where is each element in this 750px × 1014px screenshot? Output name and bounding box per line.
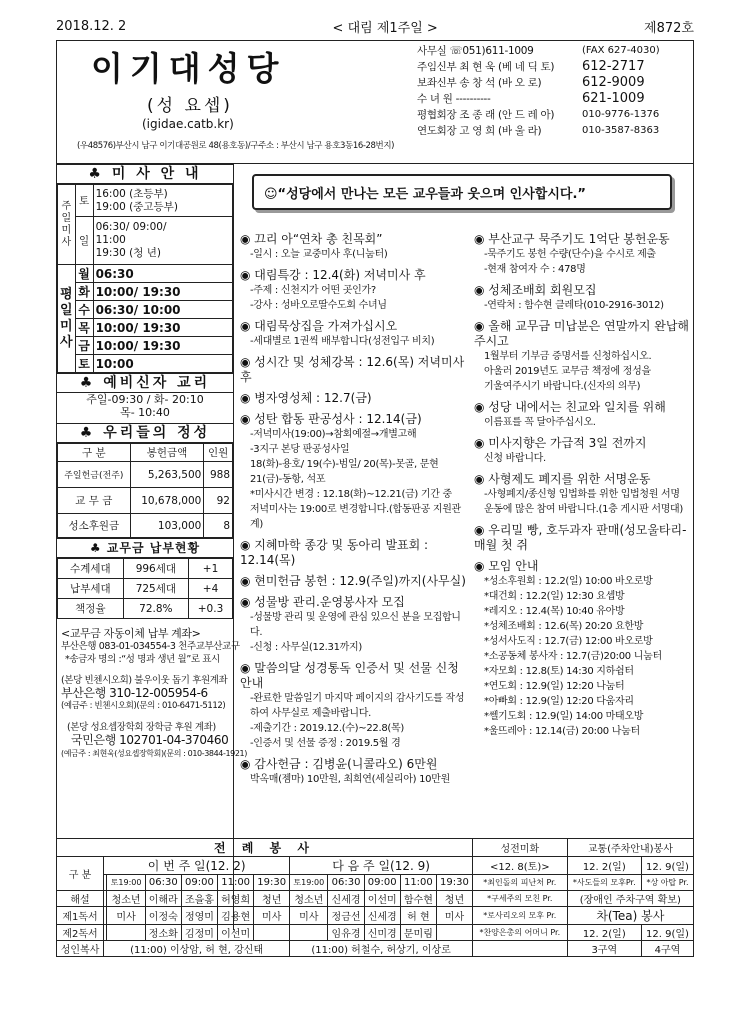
issue-number: 제872호 bbox=[644, 20, 694, 36]
notice-line: 박옥매(젬마) 10만원, 최희연(세실리아) 10만원 bbox=[250, 774, 450, 785]
bulletin-page bbox=[56, 14, 694, 956]
notice-line: 1월부터 기부금 증명서를 신청하십시오. bbox=[484, 351, 652, 362]
notice-line: -강사 : 성바오로딸수도회 수녀님 bbox=[250, 300, 387, 311]
notice-line: *울뜨레아 : 12.14(금) 20:00 나눔터 bbox=[484, 726, 640, 737]
notice-line: *쎌기도회 : 12.9(일) 14:00 마태오방 bbox=[484, 711, 644, 722]
notice-line: -3지구 본당 판공성사일 bbox=[250, 444, 350, 455]
notice-heading: ◉ 대림묵상집을 가져가십시오 bbox=[240, 319, 398, 333]
dues-title: ♣ 교무금 납부현황 bbox=[57, 538, 233, 558]
notice-item bbox=[240, 757, 468, 787]
parish-name: 이기대성당 bbox=[91, 49, 286, 88]
notices-col-2 bbox=[474, 232, 692, 745]
issue-date: 2018.12. 2 bbox=[56, 18, 127, 34]
notice-heading: ◉ 부산교구 묵주기도 1억단 봉헌운동 bbox=[474, 232, 670, 246]
address: (우48576)부산시 남구 이기대공원로 48(용호동)/구주소 : 부산시 남구 용호3동16-28번지) bbox=[77, 141, 395, 151]
notice-line: -현재 참여자 수 : 478명 bbox=[484, 264, 586, 275]
notice-line: 이름표를 꼭 달아주십시오. bbox=[484, 417, 596, 428]
header bbox=[56, 40, 694, 164]
top-bar bbox=[56, 14, 694, 38]
bank-accounts: <교무금 자동이체 납부 계좌> 부산은행 083-01-034554-3 천주교부산교구 *송금자 명의 :“성 명과 생년 월”로 표시 (본당 빈첸시오회) 불우이웃 돕기 후원계좌 부산은행 310-12-005954-6 (예금주 : 빈첸시오회)(문의 : 010-6471-5112) (본당 성요셉장학회 장학금 후원 계좌) 국민은행 102701-04-370460 (예금주 : 최현욱(성요셉장학회)(문의 : 010-3844-1921) bbox=[61, 627, 247, 758]
notice-heading: ◉ 성체조배회 회원모집 bbox=[474, 283, 597, 297]
notice-line: -일시 : 오늘 교중미사 후(니눔터) bbox=[250, 249, 388, 260]
notice-line: 기울여주시기 바랍니다.(신자의 의무) bbox=[484, 381, 641, 392]
offering-table: 구 분 봉헌금액 인원 주일헌금(전주) 5,263,500 988 교 무 금 10,678,000 92 성소후원금 103,000 8 bbox=[57, 443, 233, 538]
notice-line: 운동에 많은 참여 바랍니다.(1층 게시판 서명대) bbox=[484, 504, 684, 515]
notice-item bbox=[474, 232, 692, 277]
notice-line: 아울러 2019년도 교무금 책정에 정성을 bbox=[484, 366, 651, 377]
dues-table: 수계세대 996세대 +1 납부세대 725세대 +4 책정율 72.8% +0.3 bbox=[57, 558, 233, 619]
notice-heading: ◉ 지혜마학 종강 및 동아리 발표회 : 12.14(목) bbox=[240, 538, 429, 567]
catechumen-title: ♣ 예비신자 교리 bbox=[57, 373, 233, 393]
notice-line: *성체조배회 : 12.6(목) 20:20 요한방 bbox=[484, 621, 644, 632]
notice-heading: ◉ 올해 교무금 미납분은 연말까지 완납해주시고 bbox=[474, 319, 690, 348]
notice-heading: ◉ 끄리 아“연차 총 친목회” bbox=[240, 232, 383, 246]
contact-row: 사무실 ☏051)611-1009 (FAX 627-4030) bbox=[417, 45, 660, 57]
notices-col-1 bbox=[240, 232, 468, 793]
notice-heading: ◉ 성물방 관리.운영봉사자 모집 bbox=[240, 595, 405, 609]
offering-title: ♣ 우리들의 정성 bbox=[57, 423, 233, 443]
notice-line: -인증서 및 선물 증정 : 2019.5월 경 bbox=[250, 738, 401, 749]
greeting-banner: ☺“성당에서 만나는 모든 교우들과 웃으며 인사합시다.” bbox=[252, 174, 672, 210]
notice-line: *레지오 : 12.4(목) 10:40 유아방 bbox=[484, 606, 625, 617]
notice-heading: ◉ 성탄 합동 판공성사 : 12.14(금) bbox=[240, 412, 422, 426]
patron-saint: (성 요셉) bbox=[147, 96, 233, 116]
notice-heading: ◉ 현미헌금 봉헌 : 12.9(주일)까지(사무실) bbox=[240, 574, 466, 588]
notice-item bbox=[474, 436, 692, 466]
notice-item bbox=[240, 595, 468, 655]
notice-heading: ◉ 말씀의달 성경통독 인증서 및 선물 신청 안내 bbox=[240, 661, 459, 690]
notice-line: 신청 바랍니다. bbox=[484, 453, 546, 464]
notice-item bbox=[474, 283, 692, 313]
notice-line: -묵주기도 봉헌 수량(단수)을 수시로 제출 bbox=[484, 249, 656, 260]
notice-line: *아빠회 : 12.9(일) 12:20 다움자리 bbox=[484, 696, 634, 707]
notice-heading: ◉ 병자영성체 : 12.7(금) bbox=[240, 391, 372, 405]
notice-item bbox=[240, 355, 468, 385]
notice-line: -성물방 관리 및 운영에 관심 있으신 분을 모집합니다. bbox=[250, 612, 461, 638]
contact-row: 평협회장 조 종 래 (안 드 레 아) 010-9776-1376 bbox=[417, 109, 660, 121]
notice-heading: ◉ 모임 안내 bbox=[474, 559, 539, 573]
notice-line: *미사시간 변경 : 12.18(화)~12.21(금) 기간 중 bbox=[250, 489, 452, 500]
notice-heading: ◉ 사형제도 폐지를 위한 서명운동 bbox=[474, 472, 651, 486]
notice-item bbox=[240, 319, 468, 349]
mass-title: ♣ 미 사 안 내 bbox=[57, 164, 233, 184]
notice-item bbox=[240, 661, 468, 751]
notice-line: -저녁미사(19:00)→참회예절→개별고해 bbox=[250, 429, 417, 440]
notice-item bbox=[240, 412, 468, 532]
notice-item bbox=[240, 574, 468, 589]
notice-heading: ◉ 미사지향은 가급적 3일 전까지 bbox=[474, 436, 647, 450]
notice-line: *자모회 : 12.8(토) 14:30 지하쉼터 bbox=[484, 666, 634, 677]
contact-row: 연도회장 고 영 희 (바 울 라) 010-3587-8363 bbox=[417, 125, 660, 137]
notice-line: *연도회 : 12.9(일) 12:20 나눔터 bbox=[484, 681, 625, 692]
notices bbox=[234, 164, 694, 844]
notice-item bbox=[240, 538, 468, 568]
notice-heading: ◉ 감사헌금 : 김병윤(니콜라오) 6만원 bbox=[240, 757, 438, 771]
notice-item bbox=[474, 472, 692, 517]
notice-heading: ◉ 성시간 및 성체강복 : 12.6(목) 저녁미사 후 bbox=[240, 355, 465, 384]
notice-heading: ◉ 대림특강 : 12.4(화) 저녁미사 후 bbox=[240, 268, 426, 282]
catechumen-times: 주일-09:30 / 화- 20:10 목- 10:40 bbox=[86, 393, 204, 419]
notice-item bbox=[240, 232, 468, 262]
notice-line: -세대별로 1권씩 배부합니다(성전입구 비치) bbox=[250, 336, 435, 347]
notice-item bbox=[474, 319, 692, 394]
notice-line: 21(금)-동항, 석포 bbox=[250, 474, 326, 485]
contact-list bbox=[417, 43, 693, 139]
notice-line: -신청 : 사무실(12.31까지) bbox=[250, 642, 362, 653]
notice-line: -사형폐지/종신형 입법화를 위한 입법청원 서명 bbox=[484, 489, 680, 500]
notice-item bbox=[474, 559, 692, 739]
notice-line: *성서사도직 : 12.7(금) 12:00 바오로방 bbox=[484, 636, 653, 647]
notice-item bbox=[474, 400, 692, 430]
left-column bbox=[56, 164, 247, 930]
notice-line: *성소후원회 : 12.2(일) 10:00 바오로방 bbox=[484, 576, 653, 587]
notice-line: -제출기간 : 2019.12.(수)~22.8(목) bbox=[250, 723, 404, 734]
notice-item bbox=[240, 391, 468, 406]
notice-line: *대건회 : 12.2(일) 12:30 요셉방 bbox=[484, 591, 625, 602]
notice-line: *소공동체 봉사자 : 12.7(금)20:00 니눔터 bbox=[484, 651, 662, 662]
notice-line: 18(화)-용호/ 19(수)-범일/ 20(목)-못골, 문현 bbox=[250, 459, 439, 470]
website[interactable]: (igidae.catb.kr) bbox=[142, 117, 234, 131]
notice-item bbox=[240, 268, 468, 313]
liturgy-service: 전 례 봉 사 성전미화 교통(주차안내)봉사 구 분 이 번 주 일(12. 2) 다 음 주 일(12. 9) <12. 8(토)> 12. 2(일) 12. 9(일) 토19:00 06:30 09:00 11:00 19:30 토19:00 06:30 09:00 11:00 19:30 *최인돌의 피난처 Pr. *사도들의 모후Pr. *상 아탑 Pr. 해설 청소년 이해라 조을홍 허영희 청년 청소년 신세경 이선미 함수현 청년 *구세주의 모친 Pr. (장애인 주차구역 확보) 제1독서 미사 이정숙 정영미 김용현 미사 미사 정금선 신세경 허 현 미사 *로사리오의 모후 Pr. 차(Tea) 봉사 제2독서 정소화 김정미 이선미 임유경 신미경 문미림 *찬양은총의 어머니 Pr. 12. 2(일) 12. 9(일) 성인복사 (11:00) 이상암, 허 현, 강신태 (11:00) 허철수, 허상기, 이상로 3구역 4구역 bbox=[56, 838, 694, 957]
notice-line: -완료한 말씀일기 마지막 페이지의 감사기도를 작성하여 사무실로 제출바랍니다. bbox=[250, 693, 465, 719]
notice-item bbox=[474, 523, 692, 553]
mass-schedule: 주일미사 토 16:00 (초등부) 19:00 (중고등부) 일 06:30/ 09:00/ 11:00 19:30 (청 년) 평일미사 월 06:30 화 10:00/ 19:30 수 06:30/ 10:00 목 10:00/ 19:30 금 10:00/ 19:30 토 10:00 bbox=[57, 184, 233, 373]
notice-line: -연락처 : 함수현 클레타(010-2916-3012) bbox=[484, 300, 664, 311]
notice-heading: ◉ 성당 내에서는 친교와 일치를 위해 bbox=[474, 400, 666, 414]
liturgical-week: < 대림 제1주일 > bbox=[332, 20, 438, 36]
notice-line: 저녁미사는 19:00로 변경합니다.(합동판공 지원관계) bbox=[250, 504, 461, 530]
contact-row: 수 녀 원 ---------- 621-1009 bbox=[417, 91, 645, 106]
notice-heading: ◉ 우리밀 빵, 호두과자 판매(성모울타리-매월 첫 쥐 bbox=[474, 523, 687, 552]
contact-row: 주임신부 최 현 욱 (베 네 딕 토) 612-2717 bbox=[417, 59, 645, 74]
contact-row: 보좌신부 송 창 석 (바 오 로) 612-9009 bbox=[417, 75, 645, 90]
notice-line: -주제 : 신천지가 어떤 곳인가? bbox=[250, 285, 376, 296]
